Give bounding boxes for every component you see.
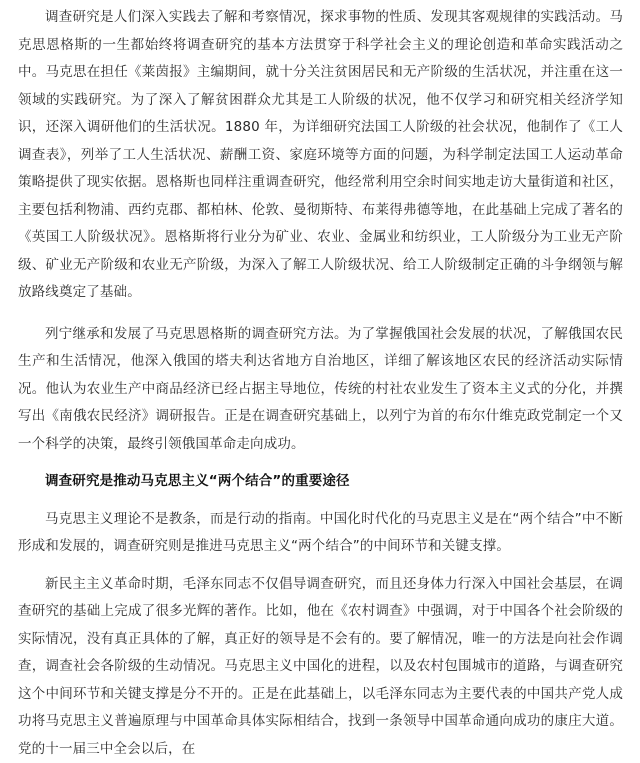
paragraph-spacer — [18, 561, 623, 571]
paragraph-spacer — [18, 458, 623, 468]
section-heading: 调查研究是推动马克思主义“两个结合”的重要途径 — [18, 468, 623, 496]
paragraph-marx-engels: 调查研究是人们深入实践去了解和考察情况，探求事物的性质、发现其客观规律的实践活动。马克思恩格斯的一生都始终将调查研究的基本方法贯穿于科学社会主义的理论创造和革命实践活动之中。马克思在担任《莱茵报》主编期间，就十分关注贫困居民和无产阶级的生活状况，并注重在这一领域的实践研究。为了深入了解贫困群众尤其是工人阶级的状况，他不仅学习和研究相关经济学知识，还深入调研他们的生活状况。1880 年，为详细研究法国工人阶级的社会状况，他制作了《工人调查表》，列举了工人生活状况、薪酬工资、家庭环境等方面的问题，为科学制定法国工人运动革命策略提供了现实依据。恩格斯也同样注重调查研究，他经常利用空余时间实地走访大量街道和社区，主要包括利物浦、西约克郡、都柏林、伦敦、曼彻斯特、布莱得弗德等地，在此基础上完成了著名的《英国工人阶级状况》。恩格斯将行业分为矿业、农业、金属业和纺织业，工人阶级分为工业无产阶级、矿业无产阶级和农业无产阶级，为深入了解工人阶级状况、给工人阶级制定正确的斗争纲领与解放路线奠定了基础。 — [18, 4, 623, 307]
paragraph-two-combinations: 马克思主义理论不是教条，而是行动的指南。中国化时代化的马克思主义是在“两个结合”中不断形成和发展的，调查研究则是推进马克思主义“两个结合”的中间环节和关键支撑。 — [18, 506, 623, 561]
article-body — [18, 4, 623, 763]
paragraph-mao-investigation: 新民主主义革命时期，毛泽东同志不仅倡导调查研究，而且还身体力行深入中国社会基层，在调查研究的基础上完成了很多光辉的著作。比如，他在《农村调查》中强调，对于中国各个社会阶级的实际情况，没有真正具体的了解，真正好的领导是不会有的。要了解情况，唯一的方法是向社会作调查，调查社会各阶级的生动情况。马克思主义中国化的进程，以及农村包围城市的道路，与调查研究这个中间环节和关键支撑是分不开的。正是在此基础上，以毛泽东同志为主要代表的中国共产党人成功将马克思主义普遍原理与中国革命具体实际相结合，找到一条领导中国革命通向成功的康庄大道。党的十一届三中全会以后，在 — [18, 571, 623, 763]
paragraph-lenin: 列宁继承和发展了马克思恩格斯的调查研究方法。为了掌握俄国社会发展的状况，了解俄国农民生产和生活情况，他深入俄国的塔夫利达省地方自治地区，详细了解该地区农民的经济活动实际情况。他认为农业生产中商品经济已经占据主导地位，传统的村社农业发生了资本主义式的分化，并撰写出《南俄农民经济》调研报告。正是在调查研究基础上，以列宁为首的布尔什维克政党制定一个又一个科学的决策，最终引领俄国革命走向成功。 — [18, 321, 623, 459]
paragraph-spacer — [18, 496, 623, 506]
paragraph-spacer — [18, 307, 623, 321]
